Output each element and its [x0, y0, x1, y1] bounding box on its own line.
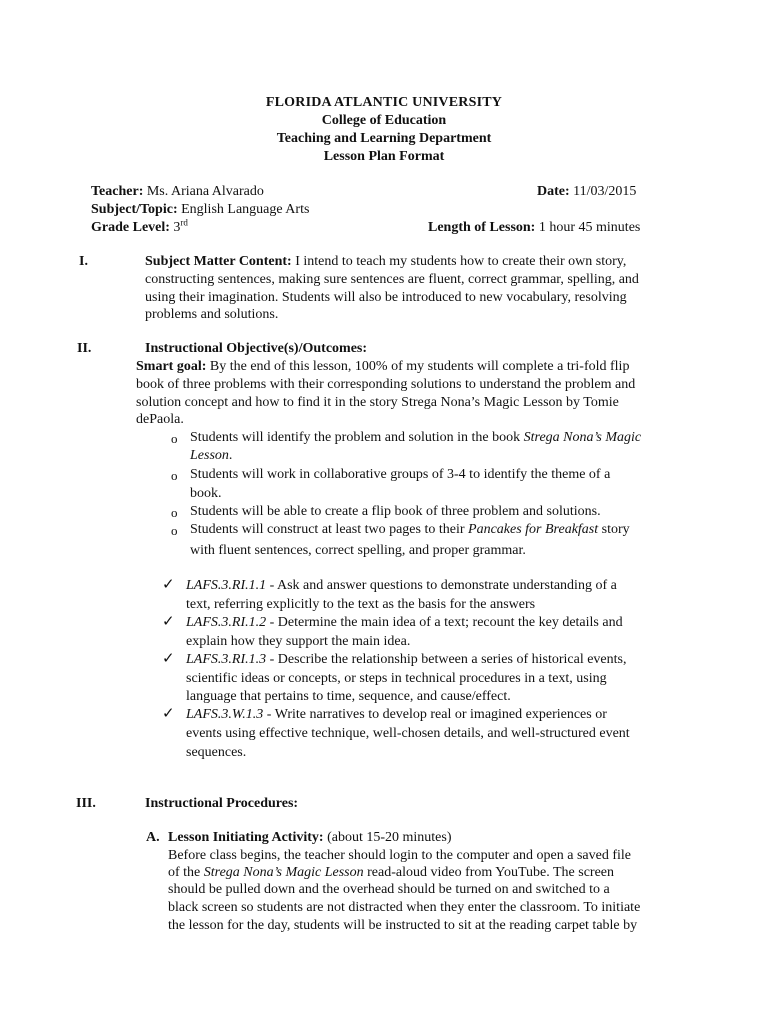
college-name: College of Education	[321, 113, 447, 128]
bullet-icon: o	[171, 523, 178, 538]
standard-4-line-2: events using effective technique, well-chosen details, and well-structured event	[186, 726, 630, 741]
standard-2-line-1	[186, 614, 623, 632]
smart-goal-text: By the end of this lesson, 100% of my students will complete a tri-fold flip	[209, 359, 630, 374]
smart-goal-label: Smart goal:	[136, 359, 207, 374]
standard-2-code: LAFS.3.RI.1.2	[186, 615, 267, 630]
procedure-line-5: the lesson for the day, students will be instructed to sit at the reading carpet table by	[168, 918, 638, 933]
subject-label: Subject/Topic:	[91, 202, 178, 217]
objective-2-line-2: book.	[190, 486, 222, 501]
bullet-icon: o	[171, 468, 178, 483]
section-3-numeral: III.	[76, 796, 96, 811]
subsection-a-title: Lesson Initiating Activity:	[168, 830, 324, 845]
standard-1-line-1	[186, 577, 617, 595]
objective-1-book-cont: Lesson	[190, 448, 229, 463]
standard-2-line-2: explain how they support the main idea.	[186, 634, 411, 649]
objective-1-end: .	[228, 448, 233, 463]
smart-goal-line-2: book of three problems with their corresponding solutions to understand the problem and	[136, 377, 636, 392]
date-row	[537, 183, 636, 201]
procedure-text: of the	[168, 865, 204, 880]
objective-3-line-1: Students will be able to create a flip book of three problem and solutions.	[190, 504, 601, 519]
subsection-a-title-row	[168, 829, 452, 847]
objective-4-text: Students will construct at least two pages to their	[190, 522, 469, 537]
bullet-icon: o	[171, 431, 178, 446]
teacher-row	[91, 183, 264, 201]
section-3-title: Instructional Procedures:	[145, 796, 299, 811]
length-row	[428, 219, 640, 237]
document-title: Lesson Plan Format	[323, 149, 445, 164]
procedure-line-1: Before class begins, the teacher should login to the computer and open a saved file	[168, 848, 632, 863]
smart-goal-line-1	[136, 358, 629, 376]
standard-3-text: - Describe the relationship between a series of historical events,	[266, 652, 627, 667]
standard-4-code: LAFS.3.W.1.3	[186, 707, 264, 722]
section-1-line-4: problems and solutions.	[145, 307, 279, 322]
procedure-line-4: black screen so students are not distracted when they enter the classroom. To initiate	[168, 900, 641, 915]
objective-4-line-2: with fluent sentences, correct spelling, and proper grammar.	[190, 543, 526, 558]
objective-1-line-2	[190, 447, 232, 465]
bullet-icon: o	[171, 505, 178, 520]
standard-1-code: LAFS.3.RI.1.1	[186, 578, 267, 593]
checkmark-icon: ✓	[162, 577, 175, 593]
objective-1-book: Strega Nona’s Magic	[523, 430, 642, 445]
standard-2-text: - Determine the main idea of a text; recount the key details and	[266, 615, 623, 630]
subsection-a-time: (about 15-20 minutes)	[323, 830, 452, 845]
objective-4-book: Pancakes for Breakfast	[468, 522, 599, 537]
procedure-book: Strega Nona’s Magic Lesson	[203, 865, 364, 880]
length-label: Length of Lesson:	[428, 220, 536, 235]
length-value: 1 hour 45 minutes	[538, 220, 641, 235]
standard-1-line-2: text, referring explicitly to the text as the basis for the answers	[186, 597, 536, 612]
standard-3-code: LAFS.3.RI.1.3	[186, 652, 267, 667]
objective-1-line-1	[190, 429, 641, 447]
section-1-line-3: using their imagination. Students will also be introduced to new vocabulary, resolving	[145, 290, 627, 305]
grade-label: Grade Level:	[91, 220, 170, 235]
grade-value: 3	[173, 220, 181, 235]
objective-1-text: Students will identify the problem and solution in the book	[190, 430, 524, 445]
subsection-a-heading	[146, 829, 160, 847]
standard-1-text: - Ask and answer questions to demonstrate understanding of a	[266, 578, 617, 593]
university-name: FLORIDA ATLANTIC UNIVERSITY	[265, 95, 503, 110]
checkmark-icon: ✓	[162, 614, 175, 630]
subject-row	[91, 201, 309, 219]
standard-4-line-1	[186, 706, 607, 724]
section-2-numeral: II.	[77, 341, 92, 356]
department-name: Teaching and Learning Department	[276, 131, 492, 146]
procedure-line-3: should be pulled down and the overhead should be turned on and switched to a	[168, 882, 610, 897]
subject-value: English Language Arts	[181, 202, 310, 217]
teacher-label: Teacher:	[91, 184, 144, 199]
standard-3-line-2: scientific ideas or concepts, or steps in technical procedures in a text, using	[186, 671, 607, 686]
document-header	[0, 94, 768, 166]
smart-goal-line-3: solution concept and how to find it in the story Strega Nona’s Magic Lesson by Tomie	[136, 395, 619, 410]
checkmark-icon: ✓	[162, 651, 175, 667]
teacher-name: Ms. Ariana Alvarado	[146, 184, 264, 199]
section-1-numeral: I.	[79, 254, 88, 269]
standard-4-text: - Write narratives to develop real or imagined experiences or	[263, 707, 607, 722]
objective-2-line-1: Students will work in collaborative groups of 3-4 to identify the theme of a	[190, 467, 611, 482]
date-value: 11/03/2015	[573, 184, 637, 199]
section-1-line-2: constructing sentences, making sure sentences are fluent, correct grammar, spelling, and	[145, 272, 639, 287]
objective-4-text-end: story	[598, 522, 630, 537]
procedure-line-2	[168, 864, 614, 882]
standard-3-line-3: language that pertains to time, sequence, and cause/effect.	[186, 689, 511, 704]
objective-4-line-1	[190, 521, 630, 539]
subsection-a-letter: A.	[146, 830, 160, 845]
section-1-text: I intend to teach my students how to create their own story,	[295, 254, 627, 269]
procedure-text-end: read-aloud video from YouTube. The screen	[363, 865, 615, 880]
section-1-line-1	[145, 253, 626, 271]
section-2-title: Instructional Objective(s)/Outcomes:	[145, 341, 368, 356]
section-1-title: Subject Matter Content:	[145, 254, 292, 269]
standard-4-line-3: sequences.	[186, 745, 247, 760]
smart-goal-line-4: dePaola.	[136, 412, 184, 427]
checkmark-icon: ✓	[162, 706, 175, 722]
standard-3-line-1	[186, 651, 626, 669]
grade-superscript: rd	[180, 217, 188, 228]
grade-row	[91, 219, 188, 237]
date-label: Date:	[537, 184, 570, 199]
